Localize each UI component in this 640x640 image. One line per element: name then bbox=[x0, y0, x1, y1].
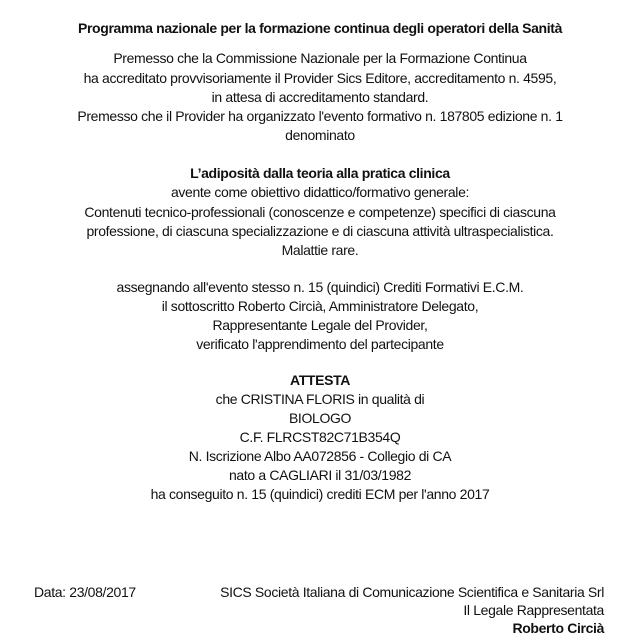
attesta-heading: ATTESTA bbox=[289, 372, 351, 388]
intro-line: in attesa di accreditamento standard. bbox=[211, 89, 429, 105]
intro-line: denominato bbox=[285, 127, 355, 143]
event-line: Malattie rare. bbox=[281, 242, 359, 258]
intro-line: ha accreditato provvisoriamente il Provider Sics Editore, accreditamento n. 4595, bbox=[83, 70, 557, 86]
attesta-line: che CRISTINA FLORIS in qualità di bbox=[215, 391, 425, 407]
issue-date: Data: 23/08/2017 bbox=[34, 584, 136, 600]
intro-line: Premesso che la Commissione Nazionale per la Formazione Continua bbox=[113, 50, 527, 66]
credits-line: Rappresentante Legale del Provider, bbox=[212, 317, 428, 333]
event-line: avente come obiettivo didattico/formativo generale: bbox=[170, 184, 470, 200]
program-title: Programma nazionale per la formazione continua degli operatori della Sanità bbox=[77, 20, 563, 36]
event-line: Contenuti tecnico-professionali (conoscenze e competenze) specifici di ciascuna bbox=[84, 204, 556, 220]
attesta-line: nato a CAGLIARI il 31/03/1982 bbox=[228, 467, 412, 483]
attesta-line: N. Iscrizione Albo AA072856 - Collegio di CA bbox=[188, 448, 452, 464]
attesta-line: ha conseguito n. 15 (quindici) crediti ECM per l'anno 2017 bbox=[150, 486, 490, 502]
event-title: L’adiposità dalla teoria alla pratica clinica bbox=[190, 165, 450, 181]
attesta-line: C.F. FLRCST82C71B354Q bbox=[239, 429, 401, 445]
credits-line: assegnando all'evento stesso n. 15 (quindici) Crediti Formativi E.C.M. bbox=[116, 279, 524, 295]
company-name: SICS Società Italiana di Comunicazione Scientifica e Sanitaria Srl bbox=[220, 584, 604, 600]
event-line: professione, di ciascuna specializzazione e di ciascuna attività ultraspecialistica. bbox=[86, 223, 554, 239]
signer-role: Il Legale Rappresentata bbox=[463, 602, 604, 618]
attesta-line: BIOLOGO bbox=[288, 410, 352, 426]
signer-name: Roberto Circià bbox=[512, 620, 604, 636]
intro-line: Premesso che il Provider ha organizzato l'evento formativo n. 187805 edizione n. 1 bbox=[77, 108, 563, 124]
credits-line: verificato l'apprendimento del partecipante bbox=[196, 336, 444, 352]
credits-line: il sottoscritto Roberto Circià, Amministratore Delegato, bbox=[161, 298, 479, 314]
